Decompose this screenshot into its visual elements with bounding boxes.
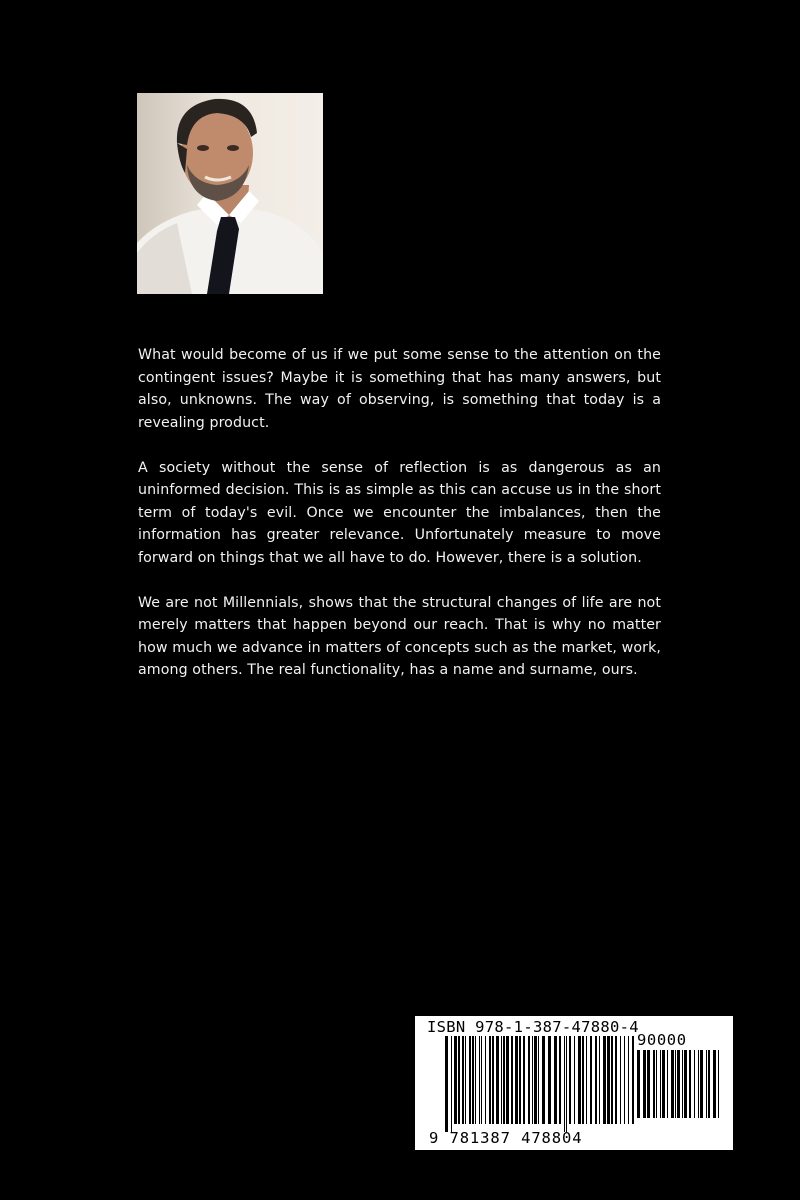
barcode-bars: [445, 1036, 635, 1132]
author-portrait-icon: [137, 93, 323, 294]
ean-digits: 9 781387 478804: [429, 1129, 583, 1147]
isbn-label: ISBN 978-1-387-47880-4: [427, 1018, 639, 1036]
back-cover-blurb: [138, 344, 661, 704]
author-photo: [137, 93, 323, 294]
isbn-barcode: [415, 1016, 733, 1150]
addon-barcode-bars: [637, 1050, 721, 1126]
blurb-paragraph: A society without the sense of reflection is as dangerous as an uninformed decision. This is as simple as this can accuse us in the short term of today's evil. Once we encounter the imbalances, then the information has greater relevance. Unfortunately measure to move forward on things that we all have to do. However, there is a solution.: [138, 459, 661, 566]
blurb-paragraph: What would become of us if we put some sense to the attention on the contingent issues? Maybe it is something that has many answers, but also, unknowns. The way of observing, is something that today is a revealing product.: [138, 347, 661, 431]
price-code: 90000: [637, 1031, 687, 1049]
blurb-paragraph: We are not Millennials, shows that the structural changes of life are not merely matters that happen beyond our reach. That is why no matter how much we advance in matters of concepts such as the market, work, among others. The real functionality, has a name and surname, ours.: [138, 594, 661, 678]
